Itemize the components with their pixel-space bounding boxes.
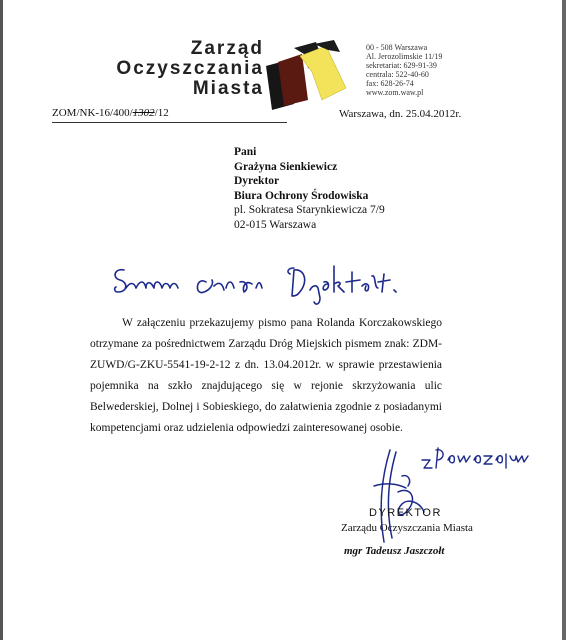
org-name-line2: Oczyszczania bbox=[116, 58, 264, 79]
letter-body: W załączeniu przekazujemy pismo pana Rolanda Korczakowskiego otrzymane za pośrednictwem Zarządu Dróg Miejskich pismem znak: ZDM-ZUWD/G-ZKU-5541-19-2-12 z dn. 13.04.2012r. w sprawie przestawienia pojemnika na szkło znajdującego się w rejonie skrzyżowania ulic Belwederskiej, Dolnej i Sobieskiego, do załatwienia zgodnie z posiadanymi kompetencjami oraz udzielenia odpowiedzi zainteresowanej osobie. bbox=[90, 317, 442, 434]
reference-rule bbox=[52, 122, 287, 123]
recipient-street: pl. Sokratesa Starynkiewicza 7/9 bbox=[234, 204, 385, 216]
place-date: Warszawa, dn. 25.04.2012r. bbox=[339, 108, 462, 120]
address-line: 00 - 508 Warszawa bbox=[366, 43, 428, 52]
recipient-name: Grażyna Sienkiewicz bbox=[234, 160, 338, 173]
org-name-line1: Zarząd bbox=[190, 38, 264, 59]
address-line: www.zom.waw.pl bbox=[366, 88, 424, 97]
org-name-line3: Miasta bbox=[192, 78, 264, 99]
address-line: sekretariat: 629-91-39 bbox=[366, 61, 437, 70]
signature-name: mgr Tadeusz Jaszczołt bbox=[344, 545, 445, 557]
recipient-salutation: Pani bbox=[234, 146, 257, 158]
reference-number bbox=[52, 107, 169, 119]
scan-edge-left bbox=[0, 0, 3, 640]
recipient-block bbox=[234, 145, 385, 232]
address-line: centrala: 522-40-60 bbox=[366, 70, 429, 79]
reference-suffix: /12 bbox=[154, 107, 169, 119]
org-name bbox=[116, 39, 264, 99]
address-line: Al. Jerozolimskie 11/19 bbox=[366, 52, 443, 61]
recipient-title: Dyrektor bbox=[234, 175, 280, 187]
reference-handwritten-number: 1302 bbox=[132, 107, 155, 119]
org-address bbox=[366, 43, 442, 97]
recipient-office: Biura Ochrony Środowiska bbox=[234, 189, 369, 202]
signature-role: DYREKTOR bbox=[369, 507, 442, 519]
reference-prefix: ZOM/NK-16/400/ bbox=[52, 107, 133, 119]
signature-org: Zarządu Oczyszczania Miasta bbox=[341, 522, 473, 534]
handwritten-closing bbox=[420, 440, 530, 470]
recipient-city: 02-015 Warszawa bbox=[234, 218, 317, 231]
handwritten-greeting bbox=[110, 262, 410, 308]
zom-logo-icon bbox=[264, 38, 360, 112]
scan-edge-right bbox=[562, 0, 566, 640]
address-line: fax: 628-26-74 bbox=[366, 79, 414, 88]
